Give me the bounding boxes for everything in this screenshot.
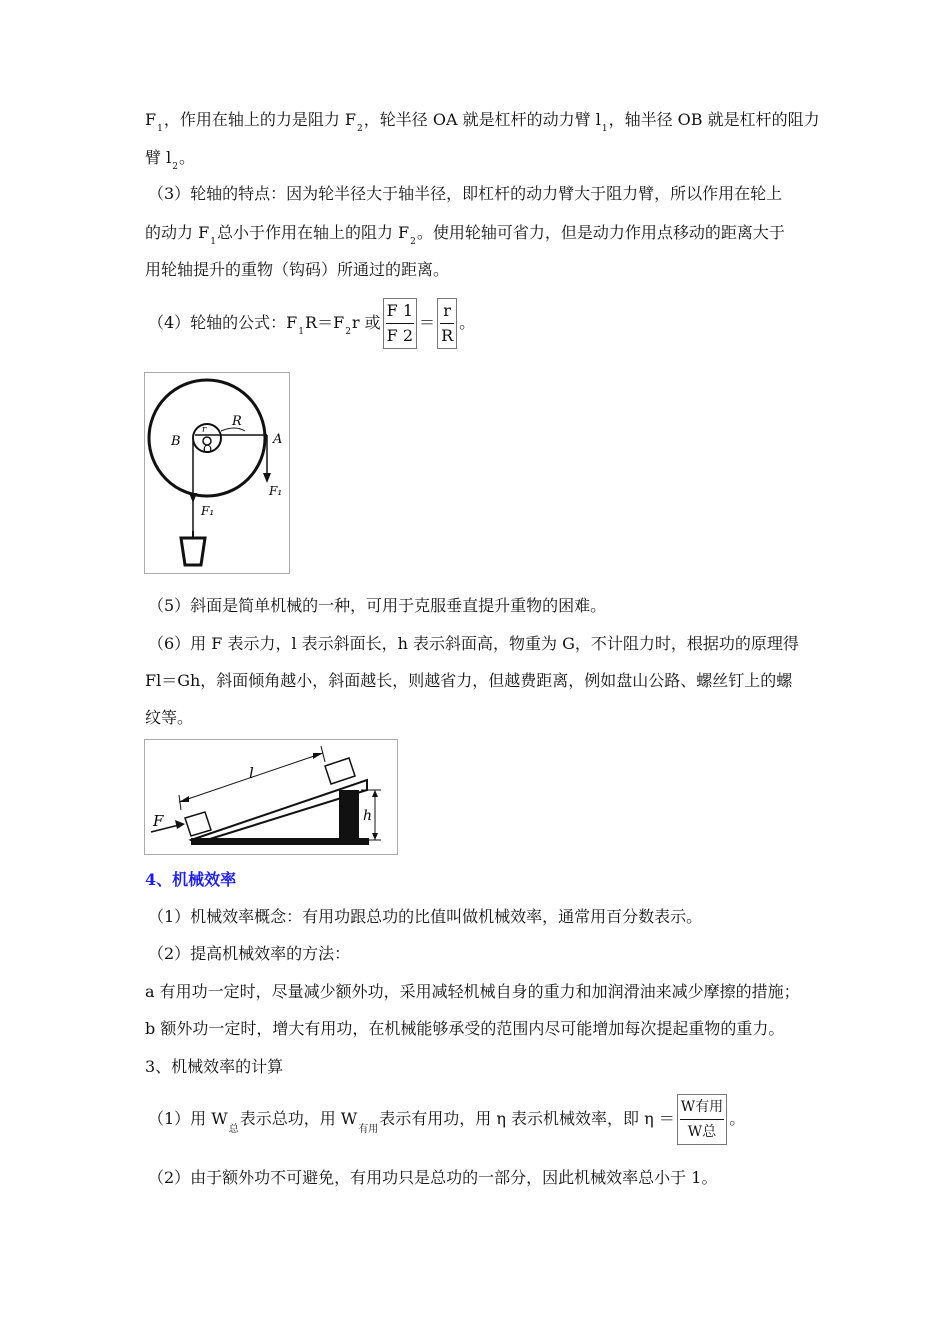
text-line-4: 的动力 $F_1$总小于作用在轴上的阻力 $F_2$。使用轮轴可省力，但是动力作用点移动的距离大于 — [145, 223, 785, 247]
efficiency-formula: （1）用 $W_总$表示总功，用 $W_{有用}$表示有用功，用 η 表示机械效率，即 η ＝ $\frac{\text{W有用}}{\text{W总}}$ 。 — [148, 1090, 745, 1151]
label-F1-down: F₁ — [201, 504, 215, 518]
fraction-r-R: $\frac{r}{R}$ — [437, 298, 457, 349]
label-l: l — [249, 764, 254, 782]
section-heading-calc: 3、机械效率的计算 — [145, 1057, 284, 1076]
label-A: A — [273, 432, 283, 447]
text-line-10: 纹等。 — [145, 708, 194, 727]
inclined-plane-figure — [144, 739, 398, 855]
label-F1-right: F₁ — [269, 484, 283, 498]
label-h: h — [363, 808, 373, 824]
text-line-2: 臂 $l_2$。 — [145, 148, 195, 172]
label-r: r — [202, 425, 207, 435]
text-line-11: （1）机械效率概念：有用功跟总功的比值叫做机械效率，通常用百分数表示。 — [148, 907, 703, 926]
text-line-1: $F_1$，作用在轴上的力是阻力 $F_2$，轮半径 OA 就是杠杆的动力臂 $l_1$，轴半径 OB 就是杠杆的阻力 — [145, 110, 820, 134]
wheel-axle-diagram — [145, 373, 289, 573]
inclined-plane-diagram — [145, 740, 397, 854]
label-F: F — [153, 812, 164, 830]
fraction-f1-f2: $\frac{F 1}{F 2}$ — [383, 298, 417, 349]
text-line-12: （2）提高机械效率的方法： — [148, 944, 351, 963]
text-line-3: （3）轮轴的特点：因为轮半径大于轴半径，即杠杆的动力臂大于阻力臂，所以作用在轮上 — [148, 184, 783, 203]
fraction-efficiency: $\frac{\text{W有用}}{\text{W总}}$ — [677, 1094, 727, 1145]
wheel-axle-formula: （4）轮轴的公式：$F_1R=F_2r$ 或 $\frac{F 1}{F 2}$ ＝ $\frac{r}{R}$ 。 — [148, 294, 475, 355]
label-O: O — [203, 443, 213, 456]
wheel-axle-figure — [144, 372, 290, 574]
text-line-16: （2）由于额外功不可避免，有用功只是总功的一部分，因此机械效率总小于 1。 — [148, 1168, 718, 1187]
text-line-7: （5）斜面是简单机械的一种，可用于克服垂直提升重物的困难。 — [148, 596, 607, 615]
section-heading-efficiency: 4、机械效率 — [145, 870, 237, 889]
text-line-13: a 有用功一定时，尽量减少额外功，采用减轻机械自身的重力和加润滑油来减少摩擦的措施； — [145, 982, 800, 1001]
text-line-14: b 额外功一定时，增大有用功，在机械能够承受的范围内尽可能增加每次提起重物的重力。 — [145, 1019, 785, 1038]
text-line-9: Fl＝Gh，斜面倾角越小，斜面越长，则越省力，但越费距离，例如盘山公路、螺丝钉上的螺 — [145, 671, 793, 690]
text-line-5: 用轮轴提升的重物（钩码）所通过的距离。 — [145, 260, 450, 279]
label-R: R — [232, 414, 242, 429]
label-B: B — [171, 434, 181, 449]
text-line-8: （6）用 F 表示力，l 表示斜面长，h 表示斜面高，物重为 G，不计阻力时，根据功的原理得 — [148, 634, 799, 653]
